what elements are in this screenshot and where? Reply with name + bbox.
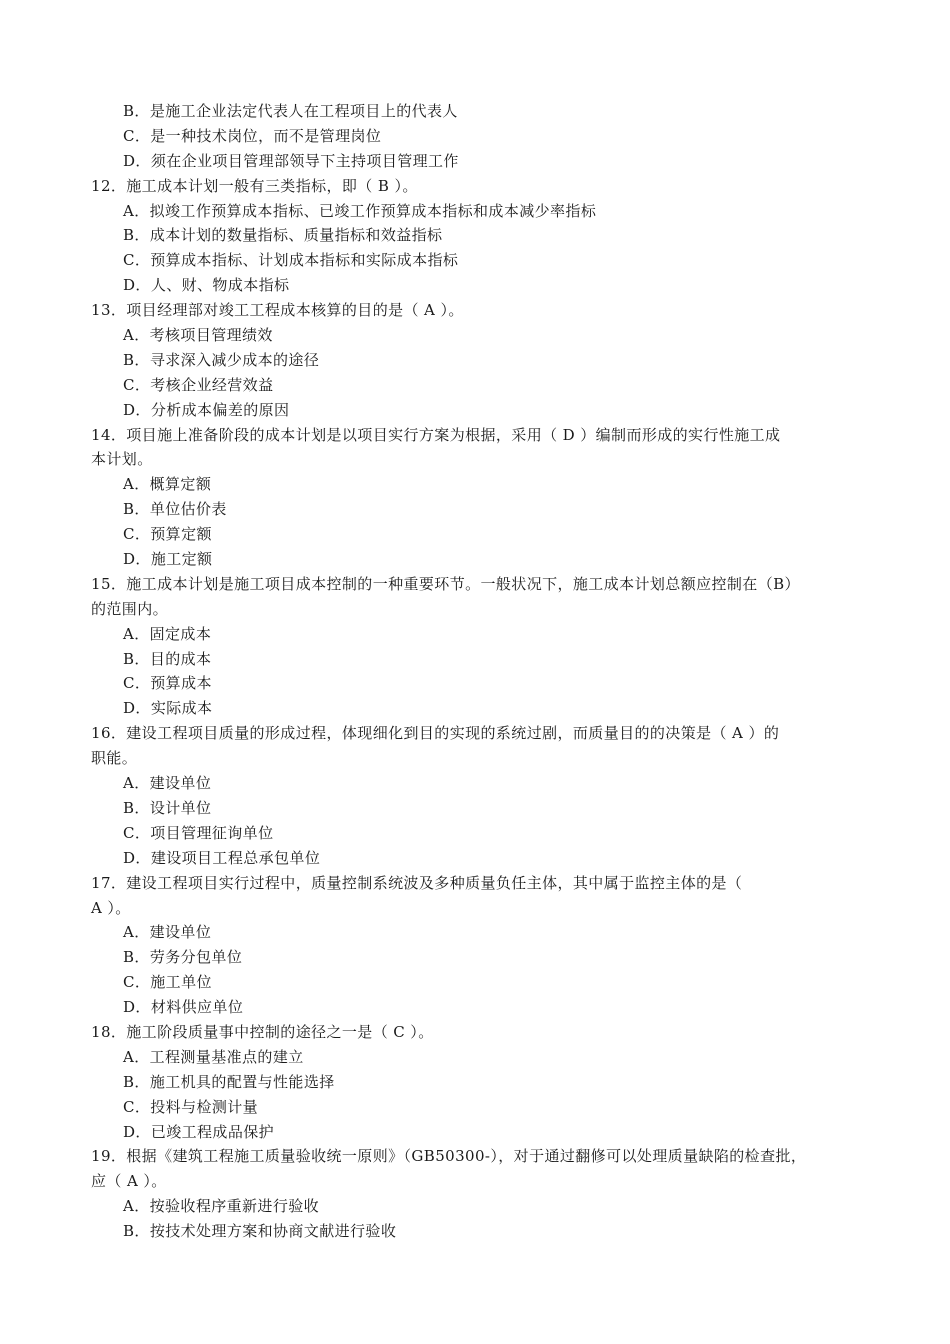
- option-line: C．施工单位: [123, 973, 212, 992]
- option-line: B．施工机具的配置与性能选择: [123, 1072, 335, 1091]
- option-line: C．投料与检测计量: [123, 1097, 259, 1116]
- question-line: 14．项目施上准备阶段的成本计划是以项目实行方案为根据，采用（ D ）编制而形成的实行性施工成: [91, 425, 781, 444]
- question-line: 19．根据《建筑工程施工质量验收统一原则》（GB50300-），对于通过翻修可以处理质量缺陷的检查批，: [91, 1147, 807, 1166]
- question-line: 13．项目经理部对竣工工程成本核算的目的是（ A ）。: [91, 301, 464, 320]
- option-line: B．设计单位: [123, 798, 212, 817]
- question-line: 17．建设工程项目实行过程中，质量控制系统波及多种质量负任主体，其中属于监控主体的是（: [91, 873, 743, 892]
- option-line: D．材料供应单位: [123, 998, 244, 1017]
- option-line: D．须在企业项目管理部领导下主持项目管理工作: [123, 151, 459, 170]
- option-line: D．建设项目工程总承包单位: [123, 848, 321, 867]
- question-continuation-line: 职能。: [91, 749, 138, 768]
- question-line: 16．建设工程项目质量的形成过程，体现细化到目的实现的系统过剧，而质量目的的决策是（ A ）的: [91, 724, 780, 743]
- question-line: 12．施工成本计划一般有三类指标，即（ B ）。: [91, 176, 418, 195]
- option-line: B．单位估价表: [123, 500, 227, 519]
- question-line: 15．施工成本计划是施工项目成本控制的一种重要环节。一般状况下，施工成本计划总额应控制在（B）: [91, 574, 800, 593]
- question-continuation-line: 应（ A ）。: [91, 1172, 167, 1191]
- option-line: C．预算成本指标、计划成本指标和实际成本指标: [123, 251, 459, 270]
- option-line: D．施工定额: [123, 550, 213, 569]
- option-line: D．人、财、物成本指标: [123, 276, 290, 295]
- option-line: C．是一种技术岗位，而不是管理岗位: [123, 126, 382, 145]
- question-continuation-line: A ）。: [91, 898, 131, 917]
- option-line: A．工程测量基准点的建立: [123, 1047, 304, 1066]
- option-line: A．拟竣工作预算成本指标、已竣工作预算成本指标和成本减少率指标: [123, 201, 597, 220]
- option-line: B．是施工企业法定代表人在工程项目上的代表人: [123, 102, 458, 120]
- option-line: D．实际成本: [123, 699, 213, 718]
- option-line: C．考核企业经营效益: [123, 375, 274, 394]
- option-line: D．已竣工程成品保护: [123, 1122, 275, 1141]
- option-line: B．劳务分包单位: [123, 948, 243, 967]
- option-line: A．按验收程序重新进行验收: [123, 1197, 320, 1216]
- option-line: A．考核项目管理绩效: [123, 326, 273, 345]
- question-continuation-line: 的范围内。: [91, 599, 169, 618]
- option-line: B．目的成本: [123, 649, 212, 668]
- option-line: B．按技术处理方案和协商文献进行验收: [123, 1222, 397, 1241]
- option-line: B．成本计划的数量指标、质量指标和效益指标: [123, 226, 443, 245]
- option-line: D．分析成本偏差的原因: [123, 400, 290, 419]
- document-page: [0, 99, 950, 1244]
- option-line: C．预算成本: [123, 674, 212, 693]
- option-line: A．建设单位: [123, 923, 212, 942]
- option-line: B．寻求深入减少成本的途径: [123, 350, 320, 369]
- option-line: A．概算定额: [123, 475, 212, 494]
- option-line: C．预算定额: [123, 525, 212, 544]
- option-line: A．固定成本: [123, 624, 212, 643]
- option-line: A．建设单位: [123, 774, 212, 793]
- question-line: 18．施工阶段质量事中控制的途径之一是（ C ）。: [91, 1022, 434, 1041]
- option-line: C．项目管理征询单位: [123, 823, 274, 842]
- question-continuation-line: 本计划。: [91, 450, 153, 469]
